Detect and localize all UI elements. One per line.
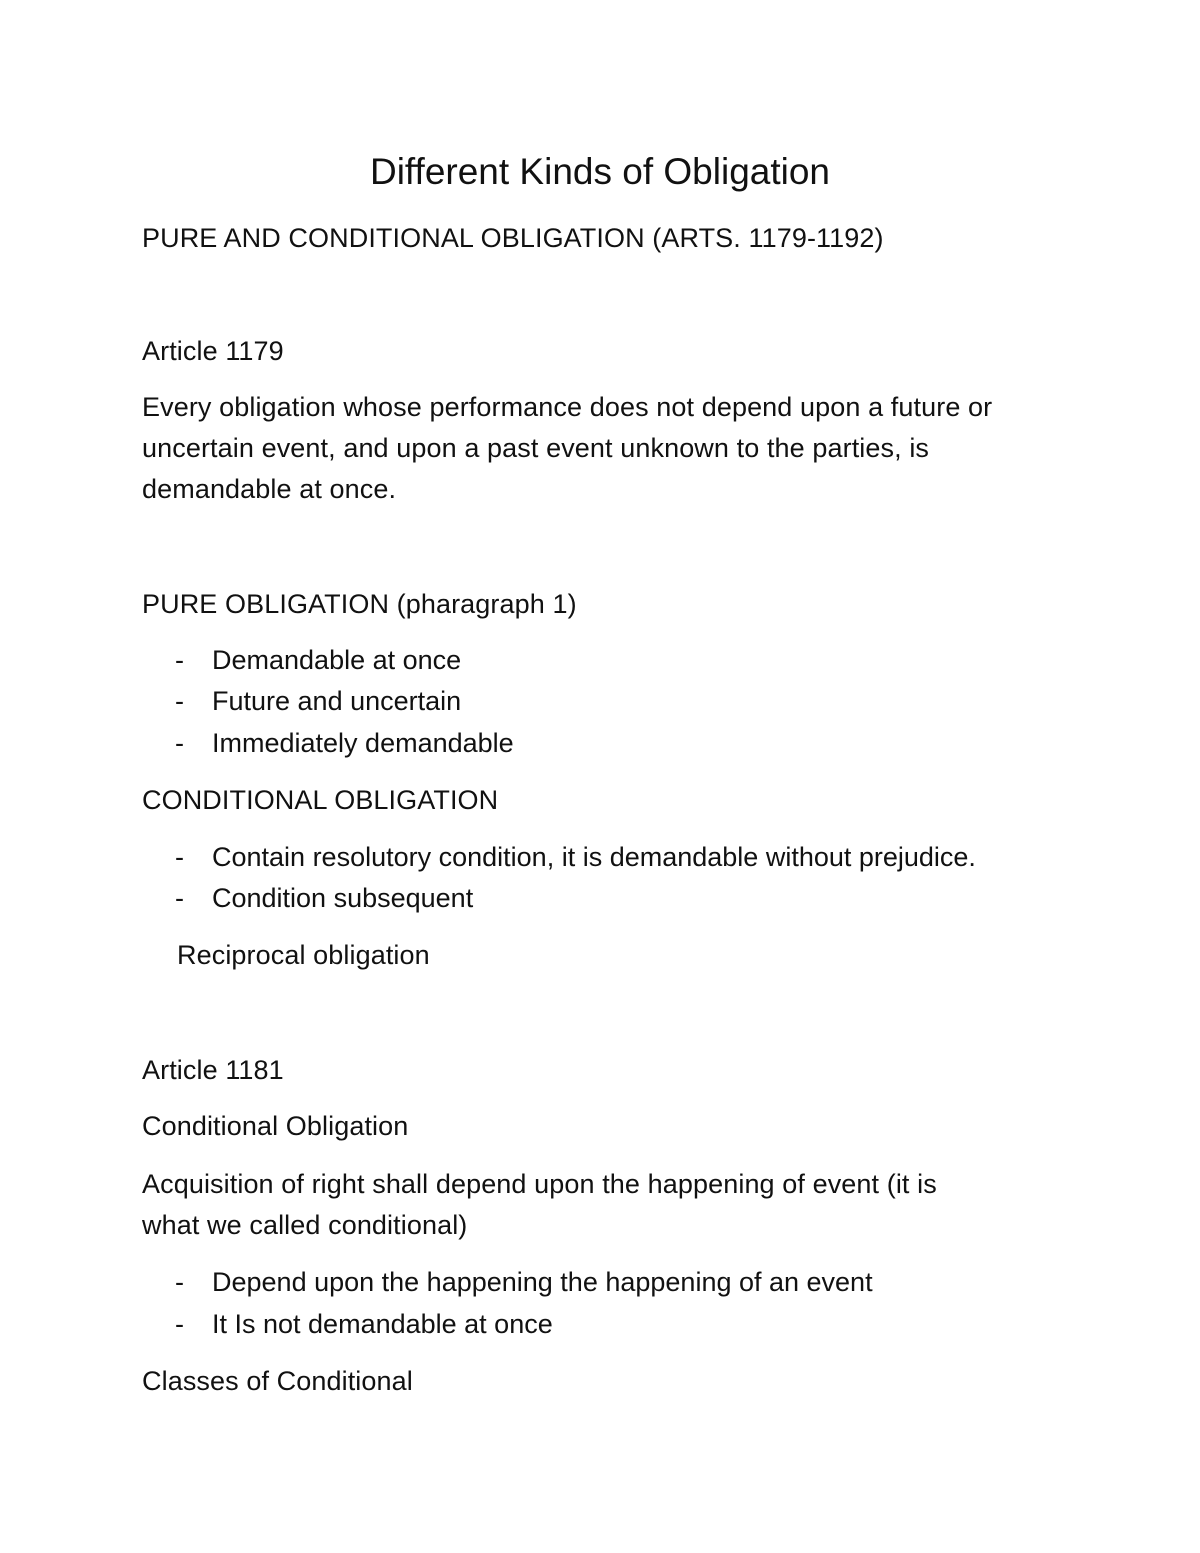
article-1179-heading: Article 1179 [142, 336, 284, 366]
bullet-marker: - [175, 728, 184, 758]
article-1179-paragraph-line: demandable at once. [142, 474, 397, 504]
article-1181-paragraph-line: Acquisition of right shall depend upon the happening of event (it is [142, 1169, 937, 1199]
bullet-marker: - [175, 842, 184, 872]
bullet-marker: - [175, 1309, 184, 1339]
bullet-marker: - [175, 1267, 184, 1297]
list-item: Depend upon the happening the happening of an event [212, 1267, 873, 1297]
section-subtitle: PURE AND CONDITIONAL OBLIGATION (ARTS. 1179-1192) [142, 223, 884, 253]
list-item: Contain resolutory condition, it is demandable without prejudice. [212, 842, 976, 872]
article-1181-paragraph-line: what we called conditional) [142, 1210, 468, 1240]
document-title: Different Kinds of Obligation [369, 151, 831, 192]
classes-of-conditional-heading: Classes of Conditional [142, 1366, 413, 1396]
pure-obligation-heading: PURE OBLIGATION (pharagraph 1) [142, 589, 577, 619]
bullet-marker: - [175, 686, 184, 716]
list-item: It Is not demandable at once [212, 1309, 553, 1339]
list-item: Demandable at once [212, 645, 462, 675]
article-1179-paragraph-line: Every obligation whose performance does not depend upon a future or [142, 392, 993, 422]
article-1181-heading: Article 1181 [142, 1055, 284, 1085]
bullet-marker: - [175, 645, 184, 675]
article-1179-paragraph-line: uncertain event, and upon a past event unknown to the parties, is [142, 433, 930, 463]
reciprocal-obligation-note: Reciprocal obligation [177, 940, 430, 970]
list-item: Future and uncertain [212, 686, 462, 716]
bullet-marker: - [175, 883, 184, 913]
conditional-obligation-heading: CONDITIONAL OBLIGATION [142, 785, 499, 815]
list-item: Immediately demandable [212, 728, 514, 758]
list-item: Condition subsequent [212, 883, 474, 913]
article-1181-subheading: Conditional Obligation [142, 1111, 409, 1141]
